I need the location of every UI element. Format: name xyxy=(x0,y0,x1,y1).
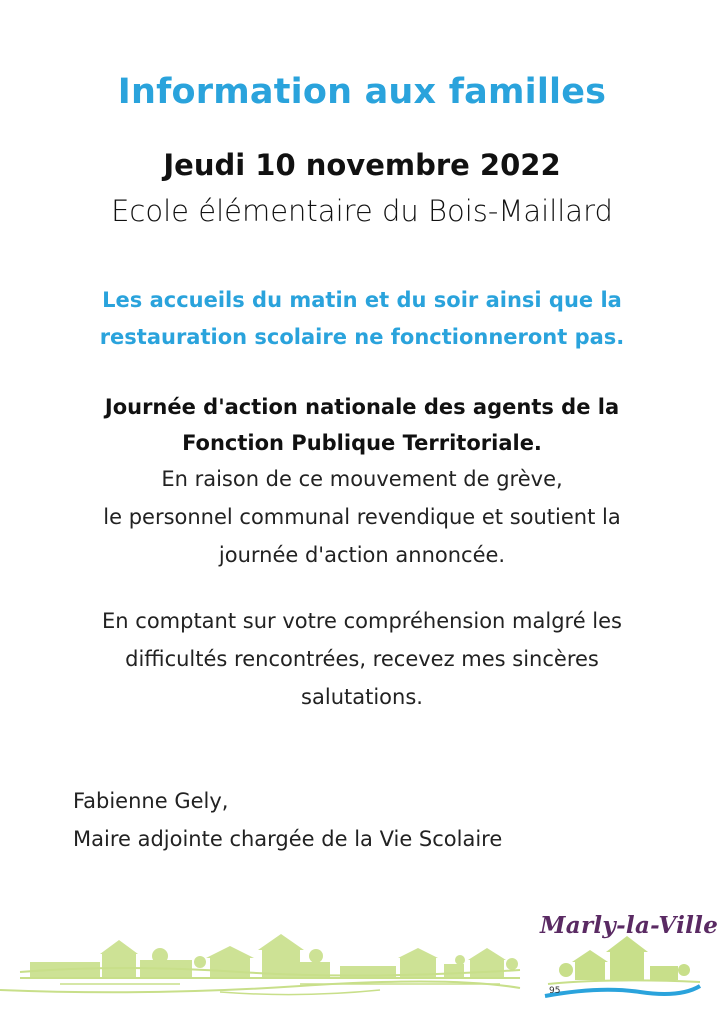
signature-role: Maire adjointe chargée de la Vie Scolaire xyxy=(73,827,503,851)
department-number: 95 xyxy=(549,986,561,996)
river-line xyxy=(545,986,700,996)
closing-line: En comptant sur votre compréhension malgré les xyxy=(102,609,622,633)
body-line: En raison de ce mouvement de grève, xyxy=(161,467,563,491)
action-heading xyxy=(0,389,724,461)
signature-block xyxy=(73,782,502,858)
body-line: journée d'action annoncée. xyxy=(218,543,506,567)
action-heading-line: Journée d'action nationale des agents de la xyxy=(104,395,620,419)
closing-line: difficultés rencontrées, recevez mes sincères xyxy=(125,647,599,671)
closing-paragraph xyxy=(0,602,724,716)
school-name: Ecole élémentaire du Bois-Maillard xyxy=(111,194,613,228)
town-logo: Marly-la-Ville xyxy=(540,912,719,939)
action-body xyxy=(0,460,724,574)
action-heading-line: Fonction Publique Territoriale. xyxy=(182,431,542,455)
notice-line: Les accueils du matin et du soir ainsi que la xyxy=(102,288,622,312)
body-line: le personnel communal revendique et soutient la xyxy=(103,505,621,529)
closing-line: salutations. xyxy=(301,685,423,709)
event-date: Jeudi 10 novembre 2022 xyxy=(163,148,561,182)
notice-line: restauration scolaire ne fonctionneront pas. xyxy=(99,325,625,349)
signature-name: Fabienne Gely, xyxy=(73,789,229,813)
page-title: Information aux familles xyxy=(117,72,607,112)
service-notice xyxy=(0,282,724,356)
